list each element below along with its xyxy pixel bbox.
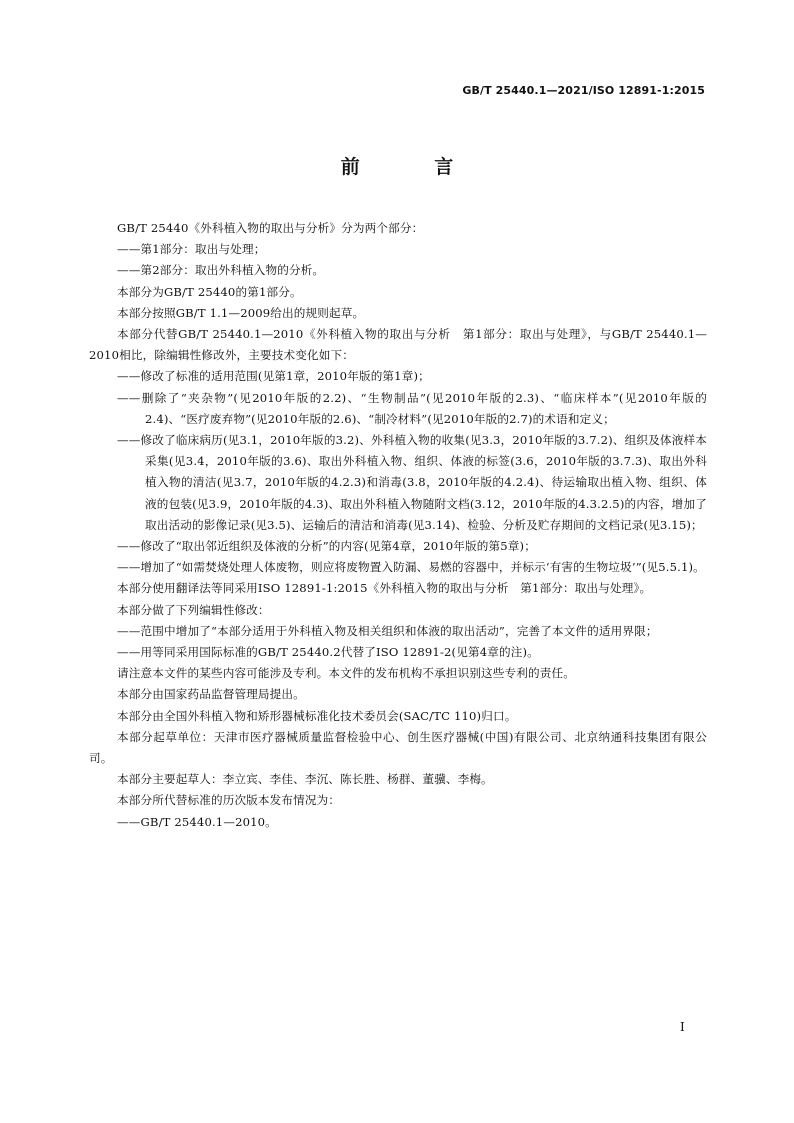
paragraph: 本部分由国家药品监督管理局提出。 — [117, 687, 305, 702]
paragraph: 本部分做了下列编辑性修改： — [117, 602, 270, 617]
list-item: ——第2部分：取出外科植入物的分析。 — [117, 263, 325, 278]
list-item: ——用等同采用国际标准的GB/T 25440.2代替了ISO 12891-2(见第4章的注)。 — [117, 645, 539, 660]
paragraph: 本部分主要起草人：李立宾、李佳、李沉、陈长胜、杨群、董骥、李梅。 — [117, 772, 493, 787]
document-body — [89, 218, 707, 833]
paragraph: 本部分为GB/T 25440的第1部分。 — [117, 284, 302, 299]
list-item: ——第1部分：取出与处理； — [117, 242, 266, 257]
page-number: I — [680, 1020, 685, 1034]
paragraph: 本部分按照GB/T 1.1—2009给出的规则起草。 — [117, 305, 365, 320]
list-item: ——GB/T 25440.1—2010。 — [117, 814, 277, 829]
paragraph: 本部分使用翻译法等同采用ISO 12891-1:2015《外科植入物的取出与分析 第1部分：取出与处理》。 — [117, 581, 652, 596]
list-item: ——范围中增加了“本部分适用于外科植入物及相关组织和体液的取出活动”，完善了本文件的适用界限； — [117, 623, 658, 638]
list-item: ——删除了“夹杂物”(见2010年版的2.2)、“生物制品”(见2010年版的2.3)、“临床样本”(见2010年版的2.4)、“医疗废弃物”(见2010年版的2.6)、“制冷材料”(见2010年版的2.7)的术语和定义； — [117, 390, 707, 426]
list-item: ——增加了“如需焚烧处理人体废物，则应将废物置入防漏、易燃的容器中，并标示‘有害的生物垃圾’”(见5.5.1)。 — [117, 560, 705, 575]
paragraph: 本部分代替GB/T 25440.1—2010《外科植入物的取出与分析 第1部分：取出与处理》，与GB/T 25440.1—2010相比，除编辑性修改外，主要技术变化如下： — [89, 327, 707, 363]
paragraph: 本部分由全国外科植入物和矫形器械标准化技术委员会(SAC/TC 110)归口。 — [117, 708, 517, 723]
list-item: ——修改了“取出邻近组织及体液的分析”的内容(见第4章，2010年版的第5章)； — [117, 539, 536, 554]
list-item: ——修改了标准的适用范围(见第1章，2010年版的第1章)； — [117, 369, 430, 384]
paragraph: 请注意本文件的某些内容可能涉及专利。本文件的发布机构不承担识别这些专利的责任。 — [117, 666, 576, 681]
paragraph: GB/T 25440《外科植入物的取出与分析》分为两个部分： — [117, 221, 424, 235]
paragraph: 本部分所代替标准的历次版本发布情况为： — [117, 793, 341, 808]
page-title: 前 言 — [340, 156, 488, 178]
document-header: GB/T 25440.1—2021/ISO 12891-1:2015 — [462, 84, 705, 97]
list-item: ——修改了临床病历(见3.1，2010年版的3.2)、外科植入物的收集(见3.3，2010年版的3.7.2)、组织及体液样本采集(见3.4，2010年版的3.6)、取出外科植入物、组织、体液的标签(3.6，2010年版的3.7.3)、取出外科植入物的清洁(见3.7，2010年版的4.2.3)和消毒(3.8，2010年版的4.2.4)、待运输取出植入物、组织、体液的包装(见3.9，2010年版的4.3)、取出外科植入物随附文档(3.12，2010年版的4.3.2.5)的内容，增加了取出活动的影像记录(见3.5)、运输后的清洁和消毒(见3.14)、检验、分析及贮存期间的文档记录(见3.15)； — [117, 433, 707, 532]
paragraph: 本部分起草单位：天津市医疗器械质量监督检验中心、创生医疗器械(中国)有限公司、北京纳通科技集团有限公司。 — [89, 729, 707, 766]
